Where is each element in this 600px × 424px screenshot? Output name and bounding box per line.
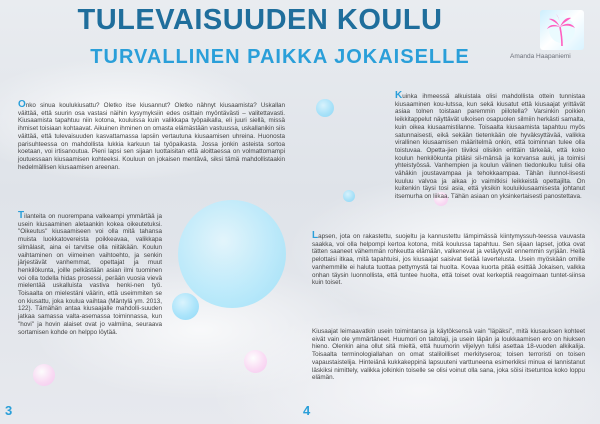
paragraph-text: ilanteita on nuorempana valkeampi ymmärtää ja usein kiusaaminen aletaankin kokea oikeutetuksi. "Oikeutus" kiusaamiseen voi olla mitä tahansa muista luokkatovereista poikkeavaa, valikkapa silmälasit, aina ei tarvitse olla niitäkään. Koulun vaihtaminen on viimeinen vaihtoehto, ja senkin järjestävät vanhemmat, opettajat ja muut henkilökunta, joille pelkästään asian ilmi tuominen voi olla todella hidas prosessi, perään vuosia vievä mielentää uskalluista vastiva henki-nen työ. Toisaalta on mielestäni väärin, että useimmiten se on kiusattu, joka koulua vaihtaa (Mäntylä ym. 2013, 122). Tämähän antaa kiusaajalle mahdolli-suuden jatkaa samassa valta-asemassa toiminnassa, kun "hovi" ja hovin alaiset ovat jo valmiina, seuraava sortamisen kohde on helppo löytää. (18, 213, 162, 336)
paragraph-text: apsen, jota on rakastettu, suojeltu ja kannustettu lämpimässä kiintymyssuh-teessa vauvasta saakka, voi olla helpompi kertoa kotona, mitä koulussa tapahtuu. Sen sijaan lapset, jotka ovat tätten saaneet vähemmän rohkeutta elämään, valkenevat ja vetäytyvät ennemmin syrjään. Heitä pelottaisi itkaa, mitä tapahtuisi, jos kiusaajat saisivat tietää lavertelusta. Usein myöskään omille vanhemmille ei haluta tuottaa pettymystä tai huolta. Kovaa kuorta pitää esittää Jokaisen, valkka onhan täysin luonnollista, että tuntee huolta, että toiset ovat kerkeptiä reagoimaan tuntet-siinsa kuin toiset. (312, 233, 585, 287)
dropcap: O (18, 99, 26, 110)
page-title: TULEVAISUUDEN KOULU (77, 4, 443, 36)
dropcap: L (312, 230, 319, 241)
page-number-right: 4 (303, 403, 311, 418)
paragraph-text: uinka ihmeessä alkuistala olisi mahdollista ottein tunnistaa kiusaaminen kou-lutssa, kun sekä kiusatut että kiusaajat yrittävät asiaa tolnen toistaan paremmin piilotella? Varsinkin poikien leikkitappelut näyttävät ulkoisen osapuolen silmiin herkästi samalta, kuin oikea kiusaamistilanne. Toisaalta kiusaamista tapahtuu myös satunnaisesti, eikä sekään tietenkään ole hyväksyttävää, valikka virallinen kiusaamisen määritelmä onkin, että toiminnan tulee olla toistuvaa. Opetta-jien tiiviksi olisikin erittäin tärkeää, että koko koulun henkilökunta pitäisi sil-mänsä ja korvansa auki, ja toimisi yhteistyössä. Vanhempien ja koulun välinen tiedonkulku tulisi olla vähäkin joustavampaa ja tehokkaampaa. Tähän ilunnol-lisesti kuuluu valvoa ja aikaa jo vaimitkisi leikkeistä opettajilta. On kuitenkin täysi tosi asia, että yksikin kouluikiusaamisesta johtanut itsemurha on liikaa. Tähän asiaan on yksinkertaisesti panostettava. (395, 93, 585, 201)
bubble-decoration (172, 293, 199, 320)
page-number-left: 3 (5, 403, 13, 418)
bubble-decoration (33, 364, 55, 386)
left-paragraph-1 (18, 101, 285, 171)
bubble-decoration (178, 200, 286, 308)
palm-tree-logo-icon (540, 10, 584, 50)
bubble-decoration (316, 99, 334, 117)
right-paragraph-2 (312, 232, 585, 287)
dropcap: K (395, 90, 403, 101)
right-paragraph-3 (312, 328, 585, 382)
paragraph-text: nko sinua koulukiusattu? Oletko itse kiusannut? Oletko nähnyt kiusaamista? Uskallan väittää, että suurin osa vastasi näihin kysymyksiin edes osittain myöntävästi – valitettavasti. Kiusaamista tapahtuu niin kotona, kouluissa kuin valikkapa työpaikalla, eli juuri siellä, missä ihmiset toisiaan kohtaavat. Aikuinen ihminen on omasta elämästään vastuussa, uskallanikin siis väittää, että tulevaisuuden kasvattamassa lapsiin vertautuna kiusaamisen uhreina. Huonosta parisuhteessa on mahdollista lukkia karkuun tai työpaikasta. Jossa jonkin asteista sortoa koetaan, voi irtisanoutua. Pieni lapsi sen sijaan luottaisitan että aloittaessa on volmattomampi joutuessaan kiusaamisen kohteeksi. Kouluun on jokaisen mentävä, siksi tämä mahdollistaakin hedelmällisen kiusaamisen areenan. (18, 102, 285, 171)
dropcap: T (18, 210, 25, 221)
right-paragraph-1 (395, 92, 585, 201)
bubble-decoration (343, 190, 355, 202)
paragraph-text: Kiusaajat leimaavatkin usein toimintansa ja käytöksensä vain "läpäksi", mitä kiusauksen kohteet eivät vain ole ymmärtäneet. Huumori on taitolaji, ja usein läpän ja loukkaamisen ero on hiuksen hieno. Olenkin aina ollut sitä mieltä, että huumorin viljelyyn tulisi asettaa 18-vuoden alkikalija. Toisaalta terminologiallahan on omat staliloilliset merkityseroa; toisen terroristi on toisen vapaustaistelija. Hinteiänä kukkakeppinä lapsuuteni varttuneena esimerkiksi minua ei lannistanut läskiksi nimittely, valikka jolkinkin toiselle se olisi voinut olla sana, joka söisi itsetuntoa koko loppu elämän. (312, 328, 585, 382)
page-subtitle: TURVALLINEN PAIKKA JOKAISELLE (90, 46, 470, 68)
bubble-decoration (244, 350, 267, 373)
author-name: Amanda Haapaniemi (510, 53, 571, 60)
left-paragraph-2 (18, 212, 162, 336)
